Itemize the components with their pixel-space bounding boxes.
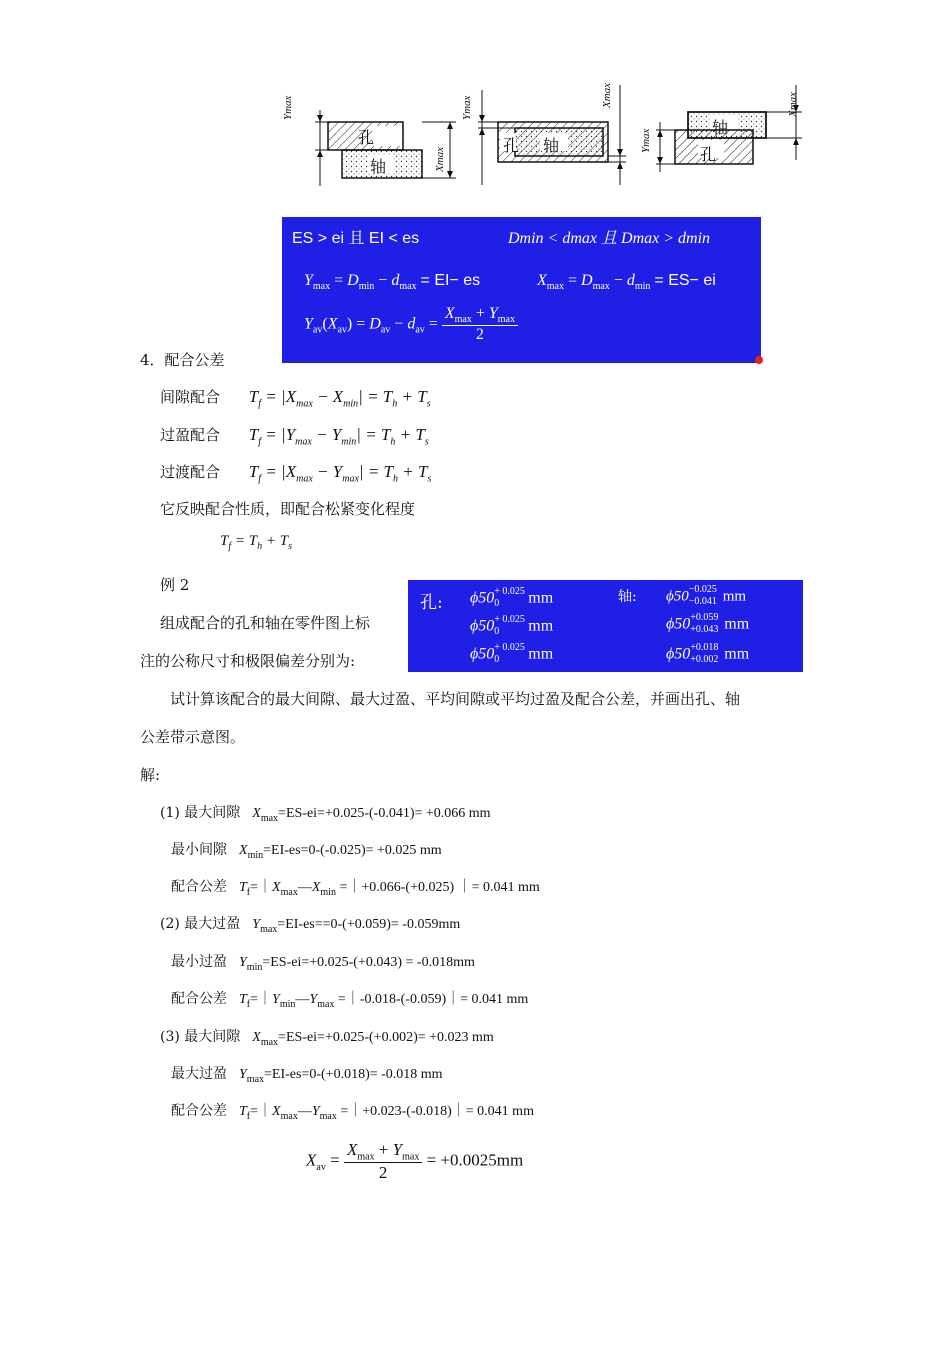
hole-dimension-3: ϕ50 + 0.025 0 mm xyxy=(470,642,554,665)
xmax-label-1: Xmax xyxy=(434,146,446,172)
clearance-fit-label: 间隙配合 xyxy=(160,388,221,406)
shaft-label-1: 轴 xyxy=(370,157,387,176)
average-clearance-result: $X_{av}$ = $\frac{X_{max} + Y_{max}}{2}$ = +0.0025mm xyxy=(306,1140,524,1183)
xmax-label-2: Xmax xyxy=(601,82,613,108)
solution-line-6: 配合公差 $T_f=|Y_{min}—Y_{max}$ =｜-0.018-(-0.059)｜= 0.041 mm xyxy=(171,991,529,1010)
fit-diagrams xyxy=(270,80,810,190)
solution-line-3: 配合公差 $T_f=|X_{max}—X_{min}$ =｜+0.066-(+0.025) ｜= 0.041 mm xyxy=(171,879,540,898)
hole-label-1: 孔 xyxy=(358,128,375,147)
shaft-label: 轴: xyxy=(618,589,637,605)
example-text-1: 组成配合的孔和轴在零件图上标 xyxy=(160,614,371,632)
solution-line-5: 最小过盈 $Y_{min}=ES-ei=+0.025-(+0.043) = -0.018mm$ xyxy=(171,954,475,973)
example-text-2: 注的公称尺寸和极限偏差分别为: xyxy=(140,652,356,670)
summary-box: ES > ei 且 EI < es Dmin < dmax 且 Dmax > dmin $Y_{max} = D_{min} - d_{max} = EI-$ es $X_{max} = D_{max} - d_{min} = ES-$ ei $Y_{av}(X_{av}) = D_{av} - d_{av}$ = $\frac{X_{max} + Y_{max}}{2}$ xyxy=(282,217,761,363)
ymax-label-2: Ymax xyxy=(461,95,473,120)
hole-dimension-2: ϕ50 + 0.025 0 mm xyxy=(470,614,554,637)
condition-overlap-right: Dmin < dmax 且 Dmax > dmin xyxy=(508,230,711,247)
example-tolerance-box xyxy=(408,580,803,672)
solution-line-4: (2) 最大过盈 $Y_{max}=EI-es==0-(+0.059)= -0.059mm$ xyxy=(160,916,461,935)
solution-heading: 解: xyxy=(140,766,161,784)
hole-label: 孔: xyxy=(420,593,443,613)
shaft-label-2: 轴 xyxy=(543,136,560,155)
xmax-label-3: Xmax xyxy=(787,91,799,117)
average-denominator: 2 xyxy=(475,326,484,344)
ymax-formula-tail: = EI− es xyxy=(420,272,481,289)
ymax-label-3: Ymax xyxy=(640,128,652,153)
solution-line-2: 最小间隙 $X_{min}=EI-es=0-(-0.025)= +0.025$ mm xyxy=(171,842,442,861)
solution-line-9: 配合公差 $T_f=|X_{max}—Y_{max}$ =｜+0.023-(-0.018)｜= 0.041 mm xyxy=(171,1103,534,1122)
clearance-fit-row: 间隙配合 $T_f = |X_{max} - X_{min}| = T_h + T_s$ xyxy=(160,387,431,410)
solution-line-8: 最大过盈 $Y_{max}=EI-es=0-(+0.018)= -0.018$ mm xyxy=(171,1066,443,1085)
hole-label-3: 孔 xyxy=(700,145,717,164)
ymax-label-1: Ymax xyxy=(282,95,294,120)
solution-line-7: (3) 最大间隙 $X_{max}=ES-ei=+0.025-(+0.002)= +0.023$ mm xyxy=(160,1029,494,1048)
hole-dimension-1: ϕ50 + 0.025 0 mm xyxy=(470,586,554,609)
shaft-dimension-2: ϕ50 +0.059 +0.043 mm xyxy=(666,612,750,635)
xmax-formula-tail: = ES− ei xyxy=(654,272,716,289)
shaft-label-3: 轴 xyxy=(712,118,729,137)
interference-fit-row: 过盈配合 $T_f = |Y_{max} - Y_{min}| = T_h + T_s$ xyxy=(160,425,429,448)
shaft-dimension-3: ϕ50 +0.018 +0.002 mm xyxy=(666,642,750,665)
red-marker xyxy=(755,356,763,364)
condition-overlap-left: ES > ei 且 EI < es xyxy=(292,230,420,247)
interference-fit-label: 过盈配合 xyxy=(160,426,221,444)
shaft-dimension-1: ϕ50 −0.025 −0.041 mm xyxy=(666,584,747,607)
diagram-transition xyxy=(656,85,802,172)
section-title: 4．配合公差 xyxy=(140,351,225,369)
task-line-1: 试计算该配合的最大间隙、最大过盈、平均间隙或平均过盈及配合公差，并画出孔、轴 xyxy=(170,690,741,708)
fit-property-note: 它反映配合性质，即配合松紧变化程度 xyxy=(160,500,416,518)
fit-tolerance-formula: $T_f = T_h + T_s$ xyxy=(220,533,292,552)
hole-label-2: 孔 xyxy=(503,136,520,155)
task-line-2: 公差带示意图。 xyxy=(140,728,246,746)
transition-fit-row: 过渡配合 $T_f = |X_{max} - Y_{max}| = T_h + T_s$ xyxy=(160,462,432,485)
solution-line-1: (1) 最大间隙 $X_{max}=ES-ei=+0.025-(-0.041)= +0.066$ mm xyxy=(160,805,491,824)
transition-fit-label: 过渡配合 xyxy=(160,463,221,481)
example-title: 例 2 xyxy=(160,576,190,594)
